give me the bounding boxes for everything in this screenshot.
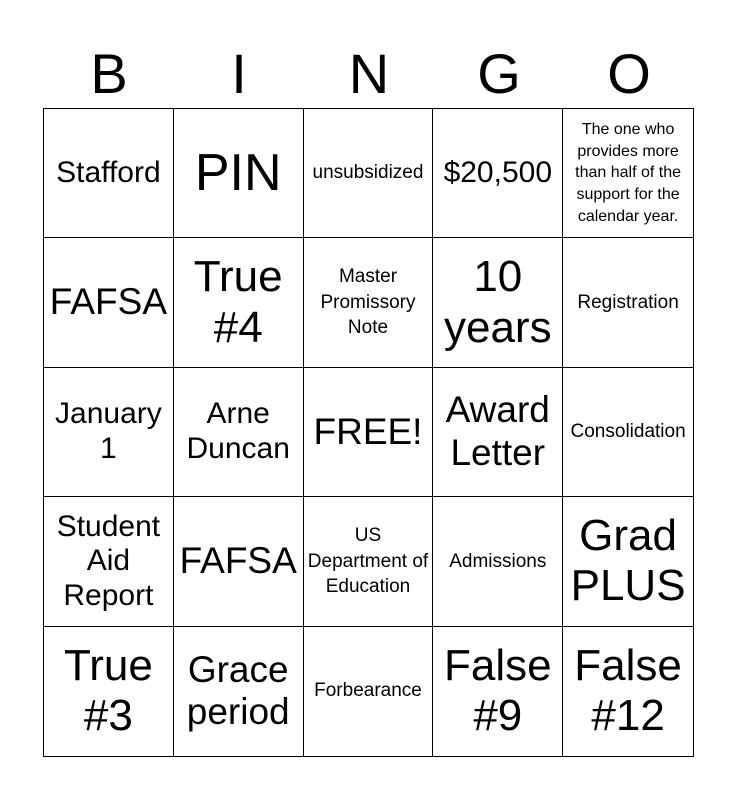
cell-text: Master Promissory Note (320, 266, 416, 339)
cell-text: The one who provides more than half of the support for the calendar year. (575, 121, 682, 225)
cell-text: Grad PLUS (570, 510, 686, 611)
bingo-cell[interactable] (174, 368, 304, 497)
bingo-cell[interactable] (433, 109, 563, 238)
bingo-cell[interactable] (304, 238, 434, 367)
bingo-cell[interactable] (433, 627, 563, 756)
bingo-cell[interactable] (304, 627, 434, 756)
cell-text: PIN (194, 143, 282, 202)
cell-text: 10 years (443, 252, 552, 352)
bingo-cell[interactable] (433, 368, 563, 497)
bingo-cell[interactable] (433, 238, 563, 367)
bingo-board (43, 108, 694, 757)
cell-text: Arne Duncan (186, 397, 290, 465)
cell-text: False #9 (443, 640, 552, 741)
header-letter-n: N (348, 42, 390, 105)
bingo-cell[interactable] (304, 497, 434, 626)
bingo-cell[interactable] (44, 497, 174, 626)
cell-text: Student Aid Report (56, 509, 161, 612)
bingo-cell[interactable] (174, 238, 304, 367)
cell-text: FREE! (313, 410, 423, 452)
bingo-cell[interactable] (174, 627, 304, 756)
bingo-cell[interactable] (44, 368, 174, 497)
bingo-cell[interactable] (174, 497, 304, 626)
free-space[interactable] (304, 368, 434, 497)
bingo-cell[interactable] (563, 627, 693, 756)
cell-text: Registration (577, 291, 679, 313)
bingo-cell[interactable] (44, 627, 174, 756)
cell-text: True #4 (193, 252, 283, 352)
bingo-cell[interactable] (563, 368, 693, 497)
header-letter-o: O (607, 42, 651, 105)
bingo-cell[interactable] (304, 109, 434, 238)
cell-text: January 1 (55, 397, 162, 465)
header-letter-b: B (90, 42, 128, 105)
cell-text: True #3 (63, 640, 153, 741)
cell-text: FAFSA (179, 540, 297, 582)
cell-text: Admissions (449, 550, 547, 572)
header-letter-i: I (231, 42, 247, 105)
bingo-cell[interactable] (44, 109, 174, 238)
cell-text: US Department of Education (307, 524, 429, 598)
bingo-cell[interactable] (44, 238, 174, 367)
bingo-cell[interactable] (174, 109, 304, 238)
cell-text: Grace period (186, 648, 290, 733)
cell-text: $20,500 (443, 155, 553, 189)
cell-text: Forbearance (314, 680, 422, 702)
cell-text: unsubsidized (312, 162, 424, 184)
cell-text: Consolidation (570, 421, 686, 443)
bingo-header (44, 40, 694, 108)
bingo-cell[interactable] (563, 497, 693, 626)
header-letter-g: G (477, 42, 521, 105)
cell-text: False #12 (574, 640, 682, 741)
cell-text: FAFSA (49, 281, 167, 323)
bingo-cell[interactable] (433, 497, 563, 626)
cell-text: Award Letter (445, 389, 550, 473)
bingo-cell[interactable] (563, 109, 693, 238)
bingo-cell[interactable] (563, 238, 693, 367)
cell-text: Stafford (56, 155, 161, 189)
